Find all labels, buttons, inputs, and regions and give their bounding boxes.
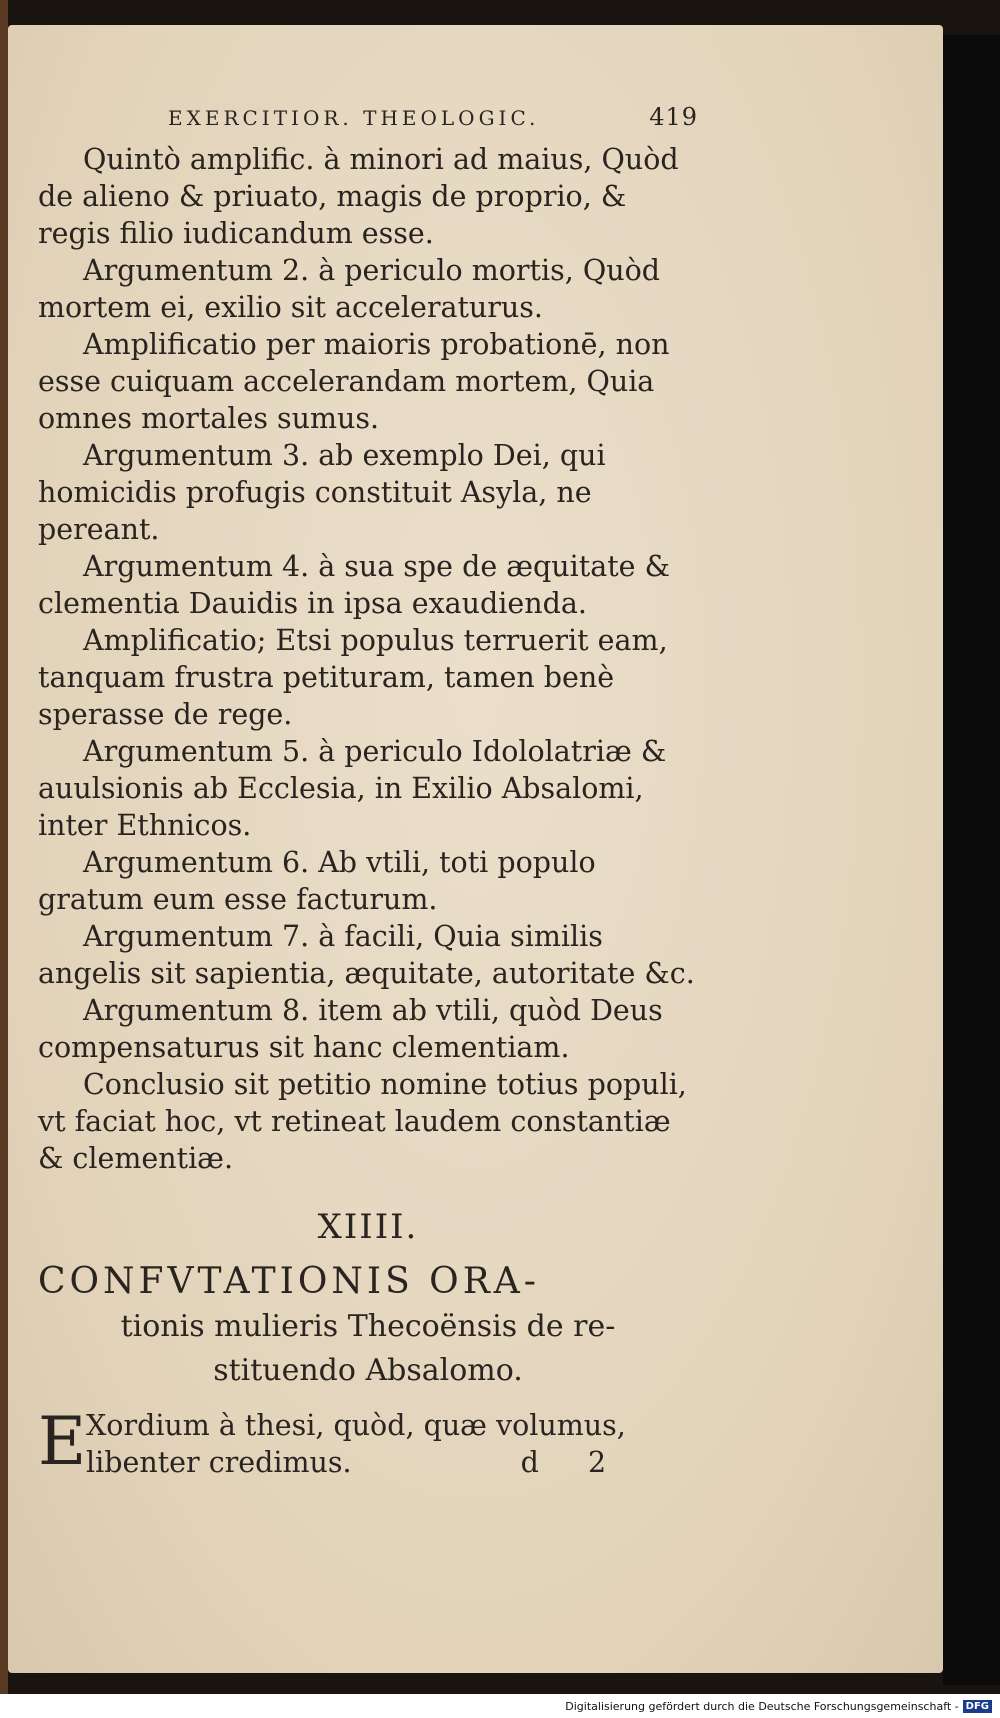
paragraph-1: Quintò amplific. à minori ad maius, Quòd de alieno & priuato, magis de proprio, & regis filio iudicandum esse.	[38, 143, 679, 250]
section-number: XIIII.	[317, 1207, 419, 1247]
book-edge-left	[0, 0, 8, 1718]
running-title: EXERCITIOR. THEOLOGIC.	[168, 106, 540, 130]
credit-text: Digitalisierung gefördert durch die Deutsche Forschungsgemeinschaft -	[565, 1699, 959, 1713]
signature-mark: d 2	[520, 1446, 627, 1479]
paragraph-10: Argumentum 8. item ab vtili, quòd Deus compensaturus sit hanc clementiam.	[38, 994, 663, 1064]
running-header	[168, 103, 698, 135]
exordium-text: Xordium à thesi, quòd, quæ volumus, libenter credimus.	[86, 1409, 626, 1479]
paragraph-6: Amplificatio; Etsi populus terruerit eam, tanquam frustra petituram, tamen benè sperasse de rege.	[38, 624, 668, 731]
section-title-line-1: CONFVTATIONIS ORA-	[38, 1261, 540, 1302]
page-text	[38, 103, 698, 1481]
dfg-logo: DFG	[963, 1700, 992, 1713]
digitization-credit-bar	[0, 1694, 1000, 1718]
drop-cap: E	[38, 1403, 87, 1480]
paragraph-11: Conclusio sit petitio nomine totius populi, vt faciat hoc, vt retineat laudem constantiæ & clementiæ.	[38, 1068, 687, 1175]
paragraph-8: Argumentum 6. Ab vtili, toti populo gratum eum esse facturum.	[38, 846, 596, 916]
paragraph-4: Argumentum 3. ab exemplo Dei, qui homicidis profugis constituit Asyla, ne pereant.	[38, 439, 606, 546]
book-page	[8, 25, 943, 1673]
book-edge-right	[943, 35, 1000, 1685]
section-title-line-3: stituendo Absalomo.	[213, 1353, 523, 1388]
paragraph-5: Argumentum 4. à sua spe de æquitate & clementia Dauidis in ipsa exaudienda.	[38, 550, 670, 620]
paragraph-7: Argumentum 5. à periculo Idololatriæ & auulsionis ab Ecclesia, in Exilio Absalomi, inter Ethnicos.	[38, 735, 667, 842]
paragraph-3: Amplificatio per maioris probationē, non esse cuiquam accelerandam mortem, Quia omnes mortales sumus.	[38, 328, 670, 435]
section-title-line-2: tionis mulieris Thecoënsis de re-	[120, 1309, 616, 1344]
paragraph-9: Argumentum 7. à facili, Quia similis angelis sit sapientia, æquitate, autoritate &c.	[38, 920, 695, 990]
exordium-paragraph	[38, 1403, 698, 1481]
paragraph-2: Argumentum 2. à periculo mortis, Quòd mortem ei, exilio sit acceleraturus.	[38, 254, 660, 324]
page-number: 419	[649, 103, 698, 131]
